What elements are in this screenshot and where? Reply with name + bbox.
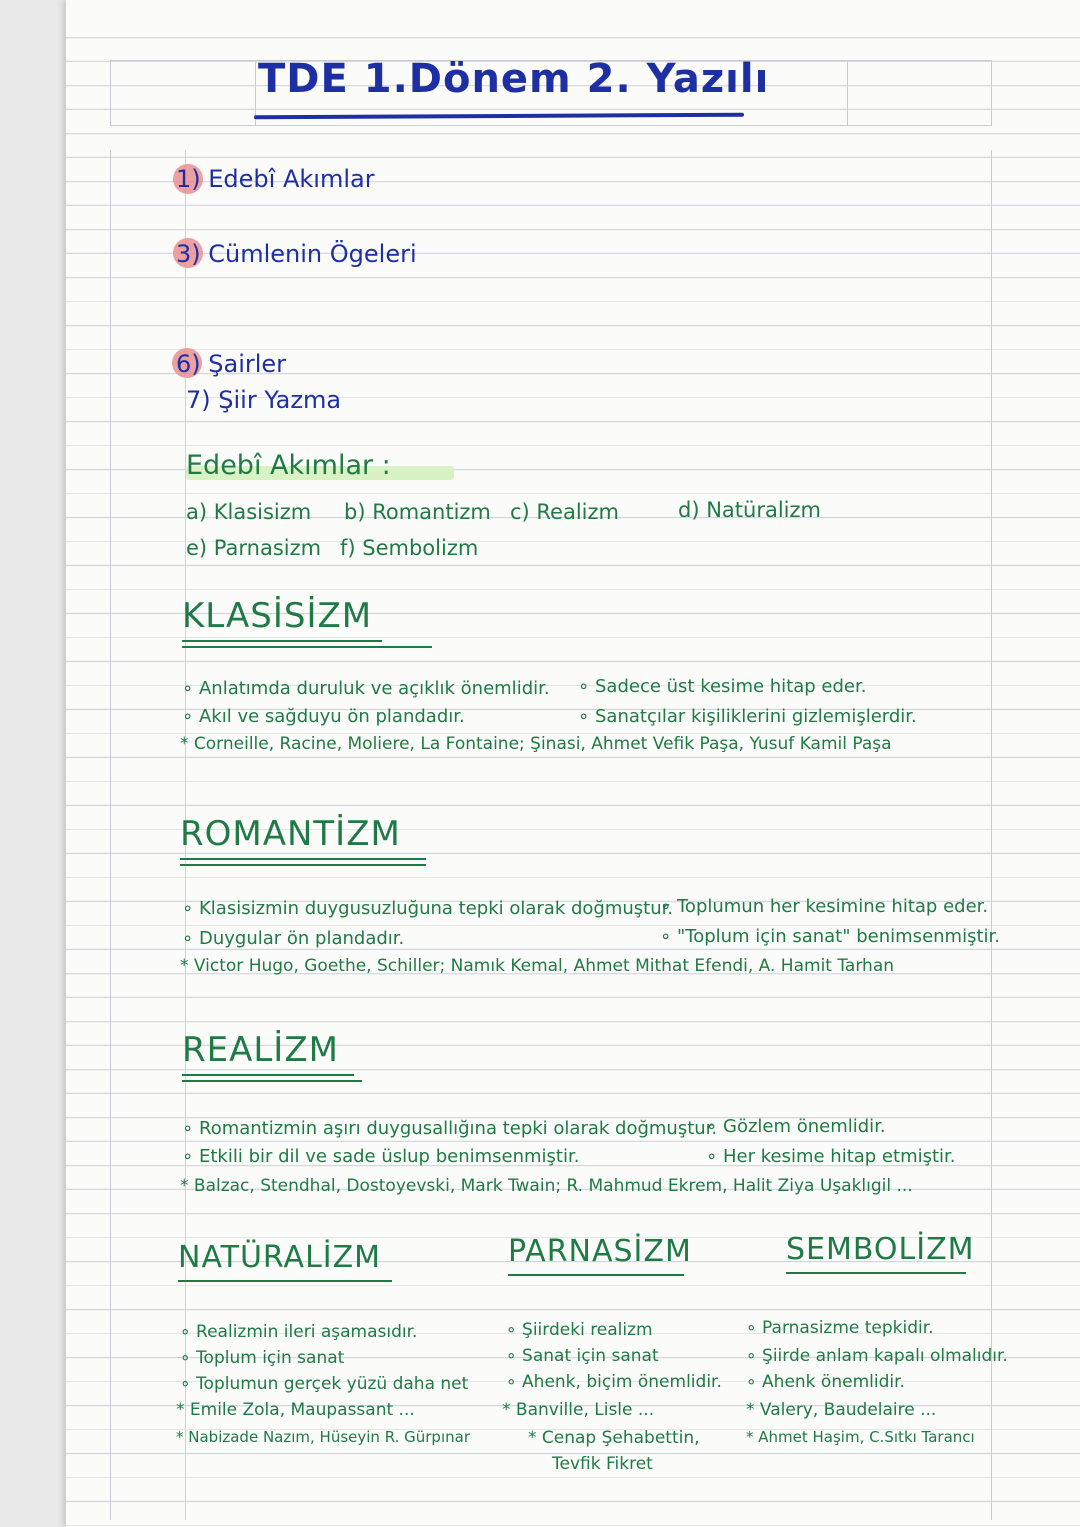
- page-title: TDE 1.Dönem 2. Yazılı: [258, 56, 770, 102]
- parnasizm-line: * Banville, Lisle ...: [502, 1400, 655, 1420]
- romantizm-authors: * Victor Hugo, Goethe, Schiller; Namık Kemal, Ahmet Mithat Efendi, A. Hamit Tarhan: [180, 956, 895, 976]
- sembolizm-line: ∘ Parnasizme tepkidir.: [746, 1318, 934, 1338]
- romantizm-line: ∘ "Toplum için sanat" benimsenmiştir.: [660, 926, 1000, 947]
- parnasizm-line: Tevfik Fikret: [552, 1454, 653, 1474]
- sembolizm-line: * Ahmet Haşim, C.Sıtkı Tarancı: [746, 1428, 975, 1446]
- notebook-page: [66, 0, 1080, 1527]
- akim-b: b) Romantizm: [344, 500, 491, 524]
- toc-item-1: 1) Edebî Akımlar: [176, 165, 375, 193]
- parnasizm-line: ∘ Sanat için sanat: [506, 1346, 659, 1366]
- romantizm-line: ∘ Klasisizmin duygusuzluğuna tepki olarak doğmuştur.: [182, 898, 674, 919]
- parnasizm-line: * Cenap Şehabettin,: [528, 1428, 700, 1448]
- realizm-line: ∘ Romantizmin aşırı duygusallığına tepki olarak doğmuştur.: [182, 1118, 718, 1139]
- klasisizm-authors: * Corneille, Racine, Moliere, La Fontaine; Şinasi, Ahmet Vefik Paşa, Yusuf Kamil Paşa: [180, 734, 892, 754]
- akim-a: a) Klasisizm: [186, 500, 312, 524]
- klasisizm-line: ∘ Anlatımda duruluk ve açıklık önemlidir.: [182, 678, 550, 699]
- naturalizm-line: ∘ Toplum için sanat: [180, 1348, 345, 1368]
- romantizm-line: ∘ Duygular ön plandadır.: [182, 928, 405, 949]
- band-divider: [847, 61, 848, 125]
- romantizm-line: ∘ Toplumun her kesimine hitap eder.: [660, 896, 989, 917]
- realizm-line: ∘ Her kesime hitap etmiştir.: [706, 1146, 956, 1167]
- realizm-authors: * Balzac, Stendhal, Dostoyevski, Mark Twain; R. Mahmud Ekrem, Halit Ziya Uşaklıgil ...: [180, 1176, 913, 1196]
- akim-c: c) Realizm: [510, 500, 619, 524]
- klasisizm-line: ∘ Sadece üst kesime hitap eder.: [578, 676, 867, 697]
- realizm-line: ∘ Etkili bir dil ve sade üslup benimsenmiştir.: [182, 1146, 580, 1167]
- klasisizm-title: KLASİSİZM: [182, 596, 373, 636]
- naturalizm-line: * Emile Zola, Maupassant ...: [176, 1400, 415, 1420]
- akimlar-heading: Edebî Akımlar :: [186, 450, 391, 481]
- realizm-line: ∘ Gözlem önemlidir.: [706, 1116, 886, 1137]
- section-underline: [182, 1080, 362, 1082]
- sembolizm-line: * Valery, Baudelaire ...: [746, 1400, 937, 1420]
- section-underline: [178, 1280, 392, 1282]
- naturalizm-line: ∘ Toplumun gerçek yüzü daha net: [180, 1374, 469, 1394]
- naturalizm-line: ∘ Realizmin ileri aşamasıdır.: [180, 1322, 418, 1342]
- sembolizm-line: ∘ Ahenk önemlidir.: [746, 1372, 905, 1392]
- naturalizm-line: * Nabizade Nazım, Hüseyin R. Gürpınar: [176, 1428, 470, 1446]
- section-underline: [182, 1074, 354, 1076]
- section-underline: [180, 858, 426, 860]
- toc-item-7: 7) Şiir Yazma: [186, 386, 342, 414]
- section-underline: [508, 1274, 684, 1276]
- realizm-title: REALİZM: [182, 1030, 339, 1070]
- section-underline: [180, 864, 426, 866]
- romantizm-title: ROMANTİZM: [180, 814, 401, 854]
- section-underline: [786, 1272, 966, 1274]
- akim-f: f) Sembolizm: [340, 536, 479, 560]
- toc-item-3: 3) Cümlenin Ögeleri: [176, 240, 417, 268]
- akim-e: e) Parnasizm: [186, 536, 322, 560]
- sembolizm-title: SEMBOLİZM: [786, 1232, 975, 1267]
- klasisizm-line: ∘ Sanatçılar kişiliklerini gizlemişlerdir.: [578, 706, 917, 727]
- toc-item-6: 6) Şairler: [176, 350, 287, 378]
- section-underline: [182, 640, 382, 642]
- akim-d: d) Natüralizm: [678, 498, 821, 522]
- klasisizm-line: ∘ Akıl ve sağduyu ön plandadır.: [182, 706, 465, 727]
- parnasizm-line: ∘ Şiirdeki realizm: [506, 1320, 653, 1340]
- parnasizm-line: ∘ Ahenk, biçim önemlidir.: [506, 1372, 722, 1392]
- sembolizm-line: ∘ Şiirde anlam kapalı olmalıdır.: [746, 1346, 1008, 1366]
- section-underline: [182, 646, 432, 648]
- naturalizm-title: NATÜRALİZM: [178, 1240, 382, 1275]
- parnasizm-title: PARNASİZM: [508, 1234, 692, 1269]
